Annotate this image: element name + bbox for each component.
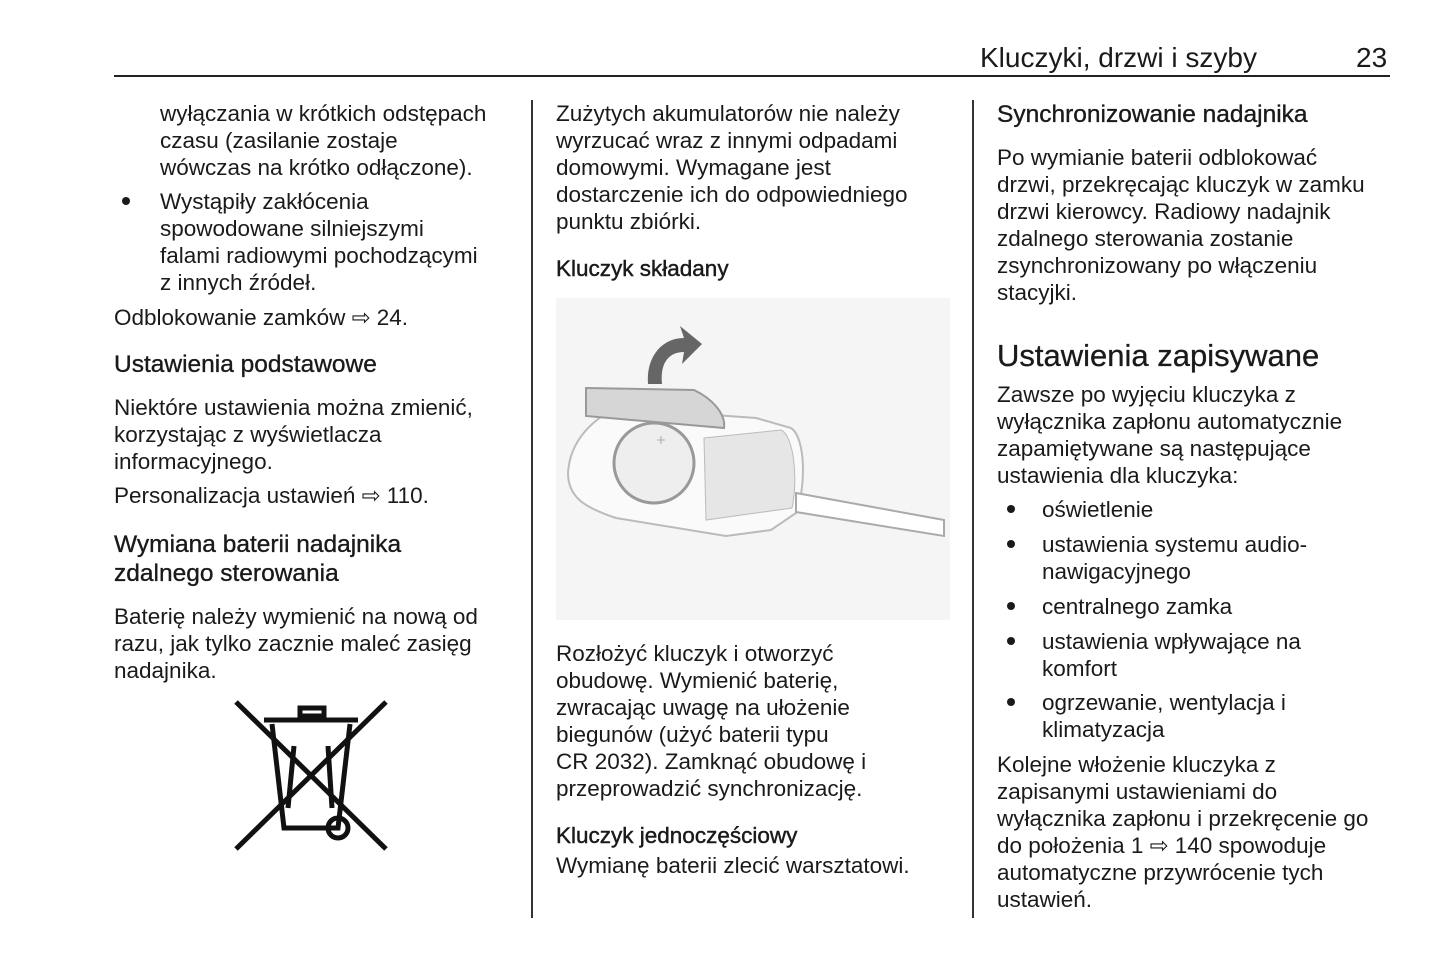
bullet-icon xyxy=(1007,540,1015,548)
list-item: ustawienia wpływające na komfort xyxy=(1042,629,1301,681)
paragraph-folding: Rozłożyć kluczyk i otworzyć obudowę. Wymienić baterię, zwracając uwagę na ułożenie biegunów (użyć baterii typu CR 2032). Zamknąć obudowę i przeprowadzić synchronizację. xyxy=(556,641,867,801)
paragraph-sync: Po wymianie baterii odblokować drzwi, przekręcając kluczyk w zamku drzwi kierowcy. Radiowy nadajnik zdalnego sterowania zostanie zsynchronizowany po włączeniu stacyjki. xyxy=(997,145,1365,305)
heading-saved-settings: Ustawienia zapisywane xyxy=(997,338,1320,373)
paragraph: Wymianę baterii zlecić warsztatowi. xyxy=(556,853,910,878)
bullet-icon xyxy=(1007,602,1015,610)
cross-reference: Odblokowanie zamków ⇨ 24. xyxy=(114,305,408,330)
continued-paragraph: wyłączania w krótkich odstępach czasu (zasilanie zostaje wówczas na krótko odłączone). xyxy=(160,101,487,180)
page-number: 23 xyxy=(1356,42,1388,73)
cross-reference: Personalizacja ustawień ⇨ 110. xyxy=(114,483,429,508)
heading-sync: Synchronizowanie nadajnika xyxy=(997,101,1308,128)
heading-folding-key: Kluczyk składany xyxy=(556,256,729,281)
bullet-icon xyxy=(1007,637,1015,645)
column-divider xyxy=(972,100,974,918)
bullet-icon xyxy=(122,197,130,205)
heading-battery-replacement: Wymiana baterii nadajnika zdalnego sterowania xyxy=(114,531,402,587)
paragraph: Niektóre ustawienia można zmienić, korzystając z wyświetlacza informacyjnego. xyxy=(114,395,473,474)
section-title: Kluczyki, drzwi i szyby xyxy=(980,42,1257,73)
bullet-icon xyxy=(1007,505,1015,513)
list-item: ogrzewanie, wentylacja i klimatyzacja xyxy=(1042,690,1286,742)
list-item: oświetlenie xyxy=(1042,497,1154,522)
svg-text:+: + xyxy=(656,433,667,447)
paragraph: Baterię należy wymienić na nową od razu, jak tylko zacznie maleć zasięg nadajnika. xyxy=(114,604,478,683)
paragraph-disposal: Zużytych akumulatorów nie należy wyrzucać wraz z innymi odpadami domowymi. Wymagane jest dostarczenie ich do odpowiedniego punktu zbiórki. xyxy=(556,101,908,234)
header-rule xyxy=(114,75,1390,77)
heading-basic-settings: Ustawienia podstawowe xyxy=(114,351,377,378)
crossed-out-bin-icon xyxy=(232,698,390,853)
list-item: centralnego zamka xyxy=(1042,594,1233,619)
bullet-icon xyxy=(1007,698,1015,706)
heading-solid-key: Kluczyk jednoczęściowy xyxy=(556,823,798,848)
paragraph-restore: Kolejne włożenie kluczyka z zapisanymi ustawieniami do wyłącznika zapłonu i przekręcenie go do położenia 1 ⇨ 140 spowoduje automatyczne przywrócenie tych ustawień. xyxy=(997,752,1369,912)
list-item: ustawienia systemu audio- nawigacyjnego xyxy=(1042,532,1308,584)
bullet-text: Wystąpiły zakłócenia spowodowane silniejszymi falami radiowymi pochodzącymi z innych źródeł. xyxy=(160,189,478,295)
column-divider xyxy=(531,100,533,918)
paragraph: Zawsze po wyjęciu kluczyka z wyłącznika zapłonu automatycznie zapamiętywane są następujące ustawienia dla kluczyka: xyxy=(997,382,1343,488)
folding-key-battery-illustration xyxy=(556,298,950,620)
